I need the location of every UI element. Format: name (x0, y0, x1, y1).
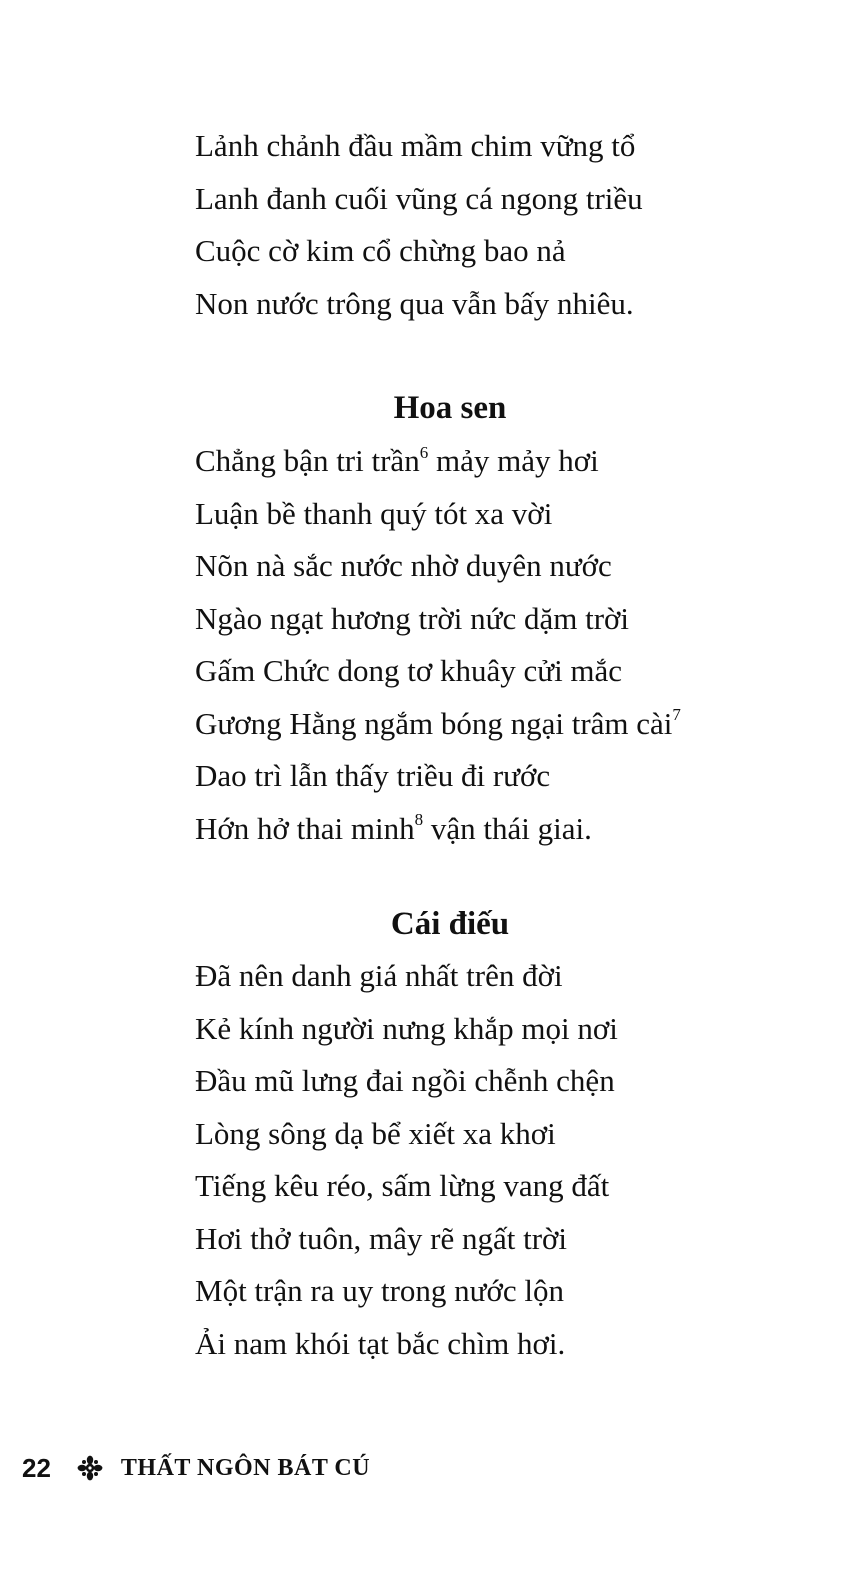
verse-text: mảy mảy hơi (428, 443, 599, 478)
verse-line: Một trận ra uy trong nước lộn (195, 1273, 564, 1308)
poem-cai-dieu (195, 950, 795, 1370)
verse-line: Lảnh chảnh đầu mầm chim vững tổ (195, 128, 636, 163)
poem-title-hoa-sen: Hoa sen (393, 390, 507, 426)
verse-line: Luận bề thanh quý tót xa vời (195, 495, 553, 531)
verse-line: Lòng sông dạ bể xiết xa khơi (195, 1115, 556, 1151)
verse-line: Hơi thở tuôn, mây rẽ ngất trời (195, 1220, 568, 1256)
page-footer (22, 1448, 370, 1488)
footnote-marker: 8 (414, 810, 424, 830)
poem-continuation (195, 120, 795, 330)
verse-line (195, 698, 795, 751)
verse-text: Gương Hằng ngắm bóng ngại trâm cài (195, 705, 673, 741)
poem-hoa-sen (195, 435, 795, 855)
footnote-marker: 6 (419, 442, 429, 462)
verse-line: Cuộc cờ kim cổ chừng bao nả (195, 233, 566, 268)
verse-line: Non nước trông qua vẫn bấy nhiêu. (195, 285, 634, 321)
verse-line: Tiếng kêu réo, sấm lừng vang đất (195, 1168, 610, 1203)
verse-line (195, 803, 795, 856)
verse-line: Kẻ kính người nưng khắp mọi nơi (195, 1010, 618, 1046)
verse-text: vận thái giai. (423, 810, 592, 846)
verse-line: Đầu mũ lưng đai ngồi chễnh chện (195, 1063, 615, 1098)
verse-line: Đã nên danh giá nhất trên đời (195, 958, 563, 993)
verse-text: Chẳng bận tri trần (195, 443, 420, 478)
verse-line: Nõn nà sắc nước nhờ duyên nước (195, 548, 612, 583)
verse-line (195, 435, 795, 488)
verse-line: Dao trì lẫn thấy triều đi rước (195, 758, 551, 793)
verse-line: Lanh đanh cuối vũng cá ngong triều (195, 180, 643, 216)
verse-line: Ngào ngạt hương trời nức dặm trời (195, 600, 630, 636)
verse-line: Gấm Chức dong tơ khuây cửi mắc (195, 653, 623, 688)
page-number: 22 (22, 1452, 51, 1483)
footnote-marker: 7 (672, 705, 681, 725)
poem-title-cai-dieu: Cái điếu (390, 906, 510, 942)
verse-text: Hớn hở thai minh (195, 810, 415, 846)
ornament-flower-icon (77, 1455, 103, 1481)
verse-line: Ải nam khói tạt bắc chìm hơi. (195, 1325, 566, 1361)
running-section-title: THẤT NGÔN BÁT CÚ (120, 1454, 371, 1481)
